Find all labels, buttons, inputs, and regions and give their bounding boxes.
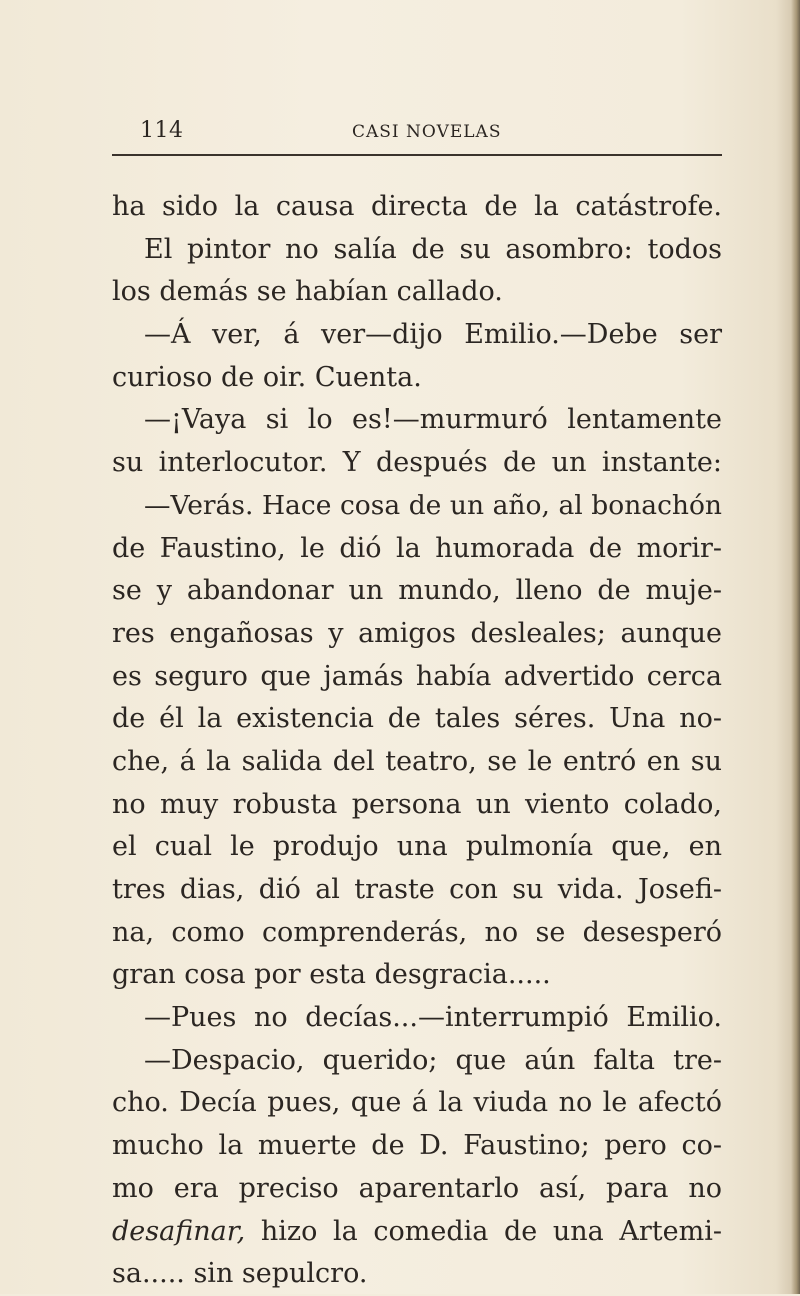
text-line: sa..... sin sepulcro. (112, 1258, 368, 1290)
text-line: los demás se habían callado. (112, 276, 503, 308)
text-line: El pintor no salía de su asombro: todos (144, 233, 722, 265)
text-line: cho. Decía pues, que á la viuda no le afectó (112, 1087, 722, 1119)
text-line: no muy robusta persona un viento colado, (112, 788, 722, 820)
text-line: se y abandonar un mundo, lleno de muje- (112, 575, 722, 607)
text-line: mo era preciso aparentarlo así, para no (112, 1172, 722, 1204)
text-line: na, como comprenderás, no se desesperó (112, 916, 722, 948)
text-line: tres dias, dió al traste con su vida. Josefi- (112, 874, 722, 905)
text-line: su interlocutor. Y después de un instante: (112, 447, 722, 479)
body-text (112, 186, 722, 1296)
text-line: —Pues no decías...—interrumpió Emilio. (144, 1002, 722, 1034)
text-line: el cual le produjo una pulmonía que, en (112, 831, 722, 863)
text-line: —Á ver, á ver—dijo Emilio.—Debe ser (144, 319, 722, 351)
text-line: che, á la salida del teatro, se le entró en su (112, 745, 722, 777)
running-title: CASI NOVELAS (352, 122, 502, 142)
text-fragment: hizo la comedia de una Artemi- (245, 1215, 722, 1247)
text-line: mucho la muerte de D. Faustino; pero co- (112, 1130, 722, 1162)
italic-word: desafinar, (112, 1215, 246, 1247)
text-line: de Faustino, le dió la humorada de morir- (112, 532, 722, 564)
text-line: curioso de oir. Cuenta. (112, 361, 422, 393)
text-line: —Verás. Hace cosa de un año, al bonachón (144, 489, 722, 521)
page-number: 114 (140, 118, 184, 143)
text-line: res engañosas y amigos desleales; aunque (112, 617, 722, 649)
page-edge-shadow (791, 0, 800, 1294)
text-line: gran cosa por esta desgracia..... (112, 959, 551, 991)
text-line: es seguro que jamás había advertido cerca (112, 660, 722, 692)
text-line: —¡Vaya si lo es!—murmuró lentamente (144, 404, 722, 436)
text-line: ha sido la causa directa de la catástrofe. (112, 191, 722, 222)
text-line: —Despacio, querido; que aún falta tre- (144, 1044, 722, 1076)
text-line: de él la existencia de tales séres. Una no- (112, 703, 722, 735)
page-header (112, 118, 722, 148)
text-line (112, 1211, 722, 1254)
header-rule (112, 154, 722, 156)
